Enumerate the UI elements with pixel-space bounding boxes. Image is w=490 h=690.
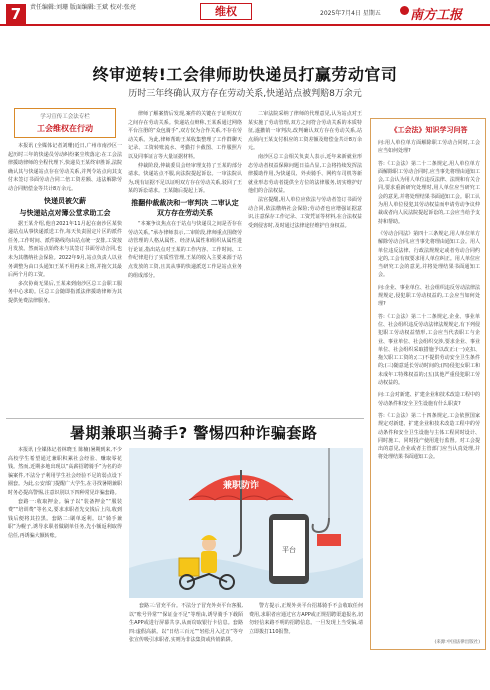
answer: 答:《工会法》第二十二条规定,用人单位单方面解除职工劳动合同时,应当事先将理由通知工会,工会认为用人单位违反法律、法规和有关合同,要求重新研究处理时,用人单位应当研究工会的意见,并将处理结果书面通知工会。职工认为用人单位侵犯其劳动权益而申请劳动争议仲裁或者向人民法院提起诉讼的,工会应当给予支持和帮助。 <box>378 160 480 225</box>
sidebar-source: (来源:中国法律出版社) <box>434 640 480 645</box>
question: 问:工会对新建、扩建企业和技术改造工程中的劳动条件和安全卫生设施有什么职责? <box>378 392 480 407</box>
masthead: 南方工报 <box>410 8 463 23</box>
story2-headline: 暑期兼职当骑手? 警惕四种诈骗套路 <box>70 424 318 442</box>
story2-column-2 <box>129 602 243 682</box>
paragraph: 本报讯 (全媒体记者刘珊)近日,广州市南沙区一起历时三年的快递员劳动纠纷案尘埃落定:在工会法律援助律师的全程代理下,快递员王某终审胜诉,法院确认其与快递站点存在劳动关系,并判令站点向其支付未签订书面劳动合同二倍工资差额、违法解除劳动合同赔偿金等共计8万余元。 <box>8 143 122 192</box>
illustration-label: 兼职防诈 <box>222 481 260 491</box>
paragraph: 二审法院采纳了律师的代理意见,认为站点对王某实施了劳动管理,双方之间符合劳动关系的本质特征,遂撤销一审判决,改判确认双方存在劳动关系,站点须向王某支付相应的工资差额及赔偿金共计8万余元。 <box>248 111 362 152</box>
story1-column-3 <box>248 110 362 412</box>
badge-title: 工会维权在行动 <box>37 124 93 133</box>
publication-date: 2025年7月4日 星期五 <box>320 10 381 17</box>
paragraph: 多次协商无果后,王某来到南沙区总工会职工服务中心求助。区总工会随即指派法律援助律师为其提供免费法律服务。 <box>8 280 122 304</box>
answer: 答:《工会法》第二十四条规定,工会依照国家规定对新建、扩建企业和技术改造工程中的劳动条件和安全卫生设施与主体工程同时设计、同时施工、同时投产使用进行监督。对工会提出的意见,企业或者主管部门应当认真处理,并将处理结果书面通知工会。 <box>378 412 480 461</box>
sidebar-title: 《工会法》知识学习问答 <box>390 126 468 134</box>
story1-column-2 <box>128 110 242 412</box>
knowledge-sidebar <box>370 118 486 650</box>
column-badge <box>14 108 116 138</box>
answer: 答:《工会法》第二十二条规定,企业、事业单位、社会组织违反劳动法律法规规定,有下列侵犯职工劳动权益情形,工会应当代表职工与企业、事业单位、社会组织交涉,要求企业、事业单位、社会组织采取措施予以改正:(一)克扣、拖欠职工工资的;(二)不提供劳动安全卫生条件的;(三)随意延长劳动时间的;(四)侵犯女职工和未成年工特殊权益的;(五)其他严重侵犯职工劳动权益的。 <box>378 313 480 387</box>
paragraph: 套路三:冒充平台。不法分子冒充外卖平台客服,以“账号异常”“保证金不足”等理由,诱导骑手下载陌生APP或进行屏幕共享,从而窃取银行卡信息。套路四:虚假高薪。以“日结三百元”“轻松月入过万”等夸张宣传吸引求职者,实则为非法集资或传销陷阱。 <box>129 603 243 644</box>
paragraph: 套路一:收取押金。骗子以“装备押金”“服装费”“培训费”等名义,要求求职者先交钱后上岗,收到钱后便将其拉黑。套路二:刷单返利。以“骑手兼职”为幌子,诱导求职者做刷单任务,先小额返利取得信任,再诱骗大额转账。 <box>8 498 122 539</box>
fraud-illustration <box>129 448 363 598</box>
story1-headline: 终审逆转!工会律师助快递员打赢劳动官司 <box>92 65 398 84</box>
answer: 《劳动合同法》第四十三条规定,用人单位单方解除劳动合同,应当事先将理由通知工会。用人单位违反法律、行政法规规定或者劳动合同约定的,工会有权要求用人单位纠正。用人单位应当研究工会的意见,并将处理结果书面通知工会。 <box>378 230 480 279</box>
masthead-logo-icon <box>400 6 409 15</box>
editor-credits <box>30 4 136 12</box>
paragraph: “本案争议焦点在于站点与快递员之间是否存在劳动关系。”承办律师表示,二审阶段,律师重点围绕劳动管理的人格从属性、经济从属性和组织从属性进行论证,指出站点对王某的工作内容、工作时间、工作纪律进行了实质性管理,王某的收入主要来源于站点发放的工资,且其从事的快递派送工作是站点业务的组成部分。 <box>128 220 242 279</box>
page-header <box>0 0 490 26</box>
story2-column-3 <box>249 602 363 682</box>
story2-column-1 <box>8 446 122 682</box>
paragraph: 律师了解案情后发现,案件的关键在于证明双方之间存在劳动关系。快递站点辩称,王某系通过网络平台注册的“众包骑手”,双方仅为合作关系,不存在劳动关系。为此,律师帮助王某收集整理了工作群聊天记录、工资转账流水、考勤打卡截图、工作服照片以及同事证言等大量证据材料。 <box>128 111 242 160</box>
paragraph: 警方提示,正规外卖平台招募骑手不会收取任何费用,求职者应通过官方APP或正规招聘渠道报名,切勿轻信来路不明的招聘信息。一旦发现上当受骗,请立即拨打110报警。 <box>249 603 363 635</box>
page-number: 7 <box>6 4 26 24</box>
story1-column-1 <box>8 142 122 412</box>
paragraph: 据王某介绍,他自2021年11月起在南沙区某快递站点从事快递派送工作,每天负责固定片区的派件任务,工作时间、派件路线均由站点统一安排,工资按月发放。然而站点始终未与其签订书面劳动合同,也未为其缴纳社会保险。2022年9月,站点负责人以业务调整为由口头通知王某不用再来上班,并拖欠其最后两个月的工资。 <box>8 220 122 279</box>
paragraph: 南沙区总工会相关负责人表示,近年来新就业形态劳动者权益保障问题日益凸显,工会将持续发挥法律援助作用,为快递员、外卖骑手、网约车司机等新就业形态劳动者提供全方位的法律服务,切实维护好他们的合法权益。 <box>248 153 362 195</box>
section-tag: 维权 <box>200 3 252 20</box>
phone-icon <box>269 514 309 584</box>
question: 问:企业、事业单位、社会组织违反劳动法律法规规定,侵犯职工劳动权益的,工会应当如何处理? <box>378 284 480 308</box>
paragraph: 本报讯 (全媒体记者林晓玉 陈楠)暑期到来,不少高校学生希望通过兼职积累社会经验、赚取零花钱。然而,近期多地出现以“高薪招聘骑手”为名的诈骗案件,不法分子利用学生社会经验不足的弱点设下圈套。为此,公安部门提醒广大学生,在寻找暑期兼职时务必提高警惕,注意识别以下四种常见诈骗套路。 <box>8 447 122 496</box>
paragraph: 法官提醒,用人单位应依法与劳动者签订书面劳动合同,依法缴纳社会保险;劳动者也应增强证据意识,注意保存工作记录、工资凭证等材料,在合法权益受到侵害时,及时通过法律途径维护自身权益。 <box>248 196 362 229</box>
paragraph: 仲裁阶段,仲裁委员会经审理支持了王某的部分请求。快递站点不服,向法院提起诉讼。一审法院认为,现有证据不足以证明双方存在劳动关系,驳回了王某的诉讼请求。王某随后提起上诉。 <box>128 162 242 195</box>
subheading: 推翻仲裁裁决和一审判决 二审认定双方存在劳动关系 <box>131 198 239 217</box>
sidebar-body <box>378 139 480 466</box>
story-divider <box>6 418 364 419</box>
badge-series: 学习宣传工会法专栏 <box>40 114 90 120</box>
question: 问:用人单位单方面解除职工劳动合同时,工会应当如何处理? <box>378 140 480 155</box>
phone-platform-label: 平台 <box>282 546 296 554</box>
illustration-svg <box>129 448 363 598</box>
subheading: 快递员被欠薪 <box>44 196 86 205</box>
header-rule <box>0 24 490 26</box>
subheading: 与快递站点对簿公堂求助工会 <box>19 208 111 217</box>
editor-line: 责任编辑:刘珊 版面编辑:王斌 校对:张亮 <box>30 4 136 11</box>
story1-subhead: 历时三年终确认双方存在劳动关系,快递站点被判赔8万余元 <box>128 89 362 99</box>
